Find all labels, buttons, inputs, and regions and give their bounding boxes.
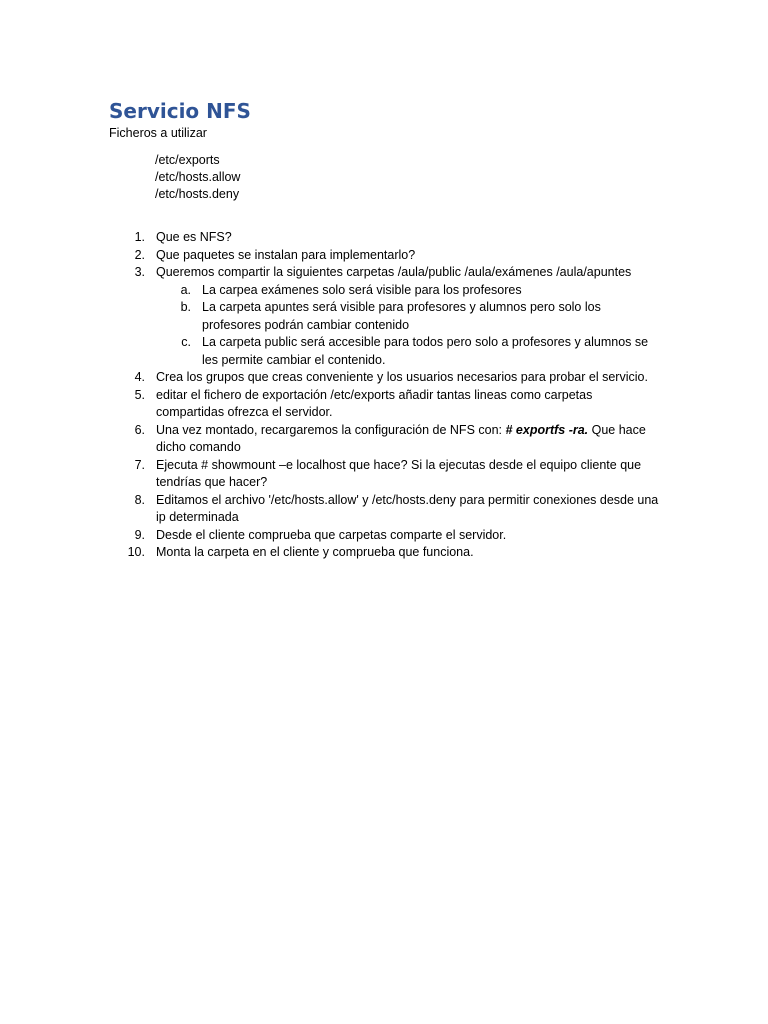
sub-question-text: La carpea exámenes solo será visible para los profesores (202, 282, 522, 297)
sub-question-letter: a. (180, 282, 191, 297)
question-text: editar el fichero de exportación /etc/exports añadir tantas lineas como carpetas compartidas ofrezca el servidor. (156, 387, 593, 419)
question-text: Desde el cliente comprueba que carpetas comparte el servidor. (156, 527, 507, 542)
file-item: /etc/hosts.allow (155, 170, 241, 184)
question-number: 3. (134, 265, 145, 279)
command-text: # exportfs -ra. (505, 422, 589, 437)
question-text: Crea los grupos que creas conveniente y los usuarios necesarios para probar el servicio. (156, 370, 648, 384)
sub-question-text: La carpeta public será accesible para todos pero solo a profesores y alumnos se les permite cambiar el contenido. (202, 335, 649, 367)
question-text: Ejecuta # showmount –e localhost que hace? Si la ejecutas desde el equipo cliente que tendrías que hacer? (156, 457, 642, 489)
question-number: 1. (134, 230, 145, 244)
sub-question-item (110, 299, 660, 334)
question-text: Queremos compartir la siguientes carpetas /aula/public /aula/exámenes /aula/apuntes (156, 265, 632, 279)
question-number: 4. (134, 370, 145, 384)
question-item (110, 247, 660, 265)
question-text: Que paquetes se instalan para implementarlo? (156, 247, 416, 262)
sub-question-letter: c. (181, 335, 191, 349)
file-item: /etc/hosts.deny (155, 187, 240, 201)
question-number: 9. (134, 527, 145, 542)
question-item (110, 229, 660, 247)
file-list (155, 152, 240, 203)
question-number: 5. (134, 387, 145, 402)
question-text: Editamos el archivo '/etc/hosts.allow' y /etc/hosts.deny para permitir conexiones desde una ip determinada (156, 492, 659, 524)
sub-question-text: La carpeta apuntes será visible para profesores y alumnos pero solo los profesores podrán cambiar contenido (202, 300, 601, 332)
question-item (110, 527, 660, 545)
question-item (110, 369, 660, 387)
sub-question-item (110, 334, 660, 369)
question-item (110, 264, 660, 369)
question-number: 2. (134, 247, 145, 262)
page-title: Servicio NFS (109, 99, 251, 123)
question-text: Monta la carpeta en el cliente y comprueba que funciona. (156, 545, 474, 559)
sub-question-list (156, 282, 660, 370)
question-item (110, 457, 660, 492)
question-item (110, 387, 660, 422)
question-item (110, 422, 660, 457)
question-list (110, 229, 660, 562)
files-subtitle: Ficheros a utilizar (109, 126, 207, 140)
question-text: Que es NFS? (156, 230, 232, 244)
question-number: 6. (134, 422, 145, 437)
question-item (110, 544, 660, 562)
question-number: 7. (134, 457, 145, 472)
question-item (110, 492, 660, 527)
question-number: 8. (134, 492, 145, 507)
file-item: /etc/exports (155, 153, 220, 167)
question-text-after: Que hace dicho comando (156, 422, 646, 454)
sub-question-letter: b. (180, 300, 191, 314)
sub-question-item (110, 282, 660, 300)
question-number: 10. (127, 545, 145, 559)
question-text: Una vez montado, recargaremos la configuración de NFS con: (156, 422, 506, 437)
